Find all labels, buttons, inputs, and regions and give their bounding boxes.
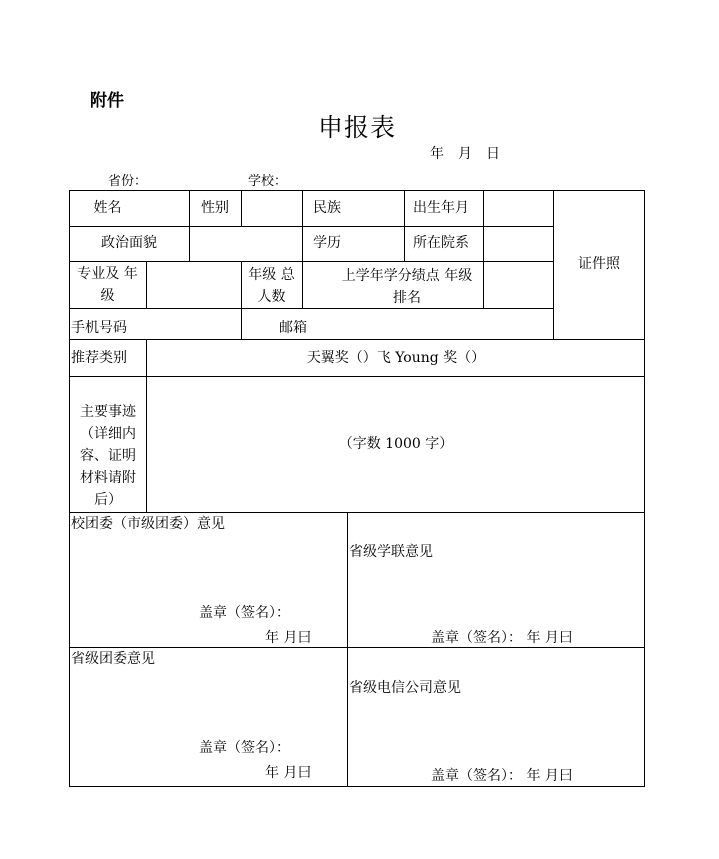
school-label: 学校： — [248, 174, 288, 189]
word-count-note: （字数 1000 字） — [338, 436, 454, 452]
category-label: 推荐类别 — [71, 350, 127, 366]
name-label: 姓名 — [93, 200, 122, 216]
ethnicity-label: 民族 — [313, 200, 341, 216]
form-title: 申报表 — [318, 113, 397, 142]
seal-signature-label: 盖章（签名）： — [199, 740, 290, 756]
seal-signature-date: 盖章（签名）： 年 月曰 — [431, 768, 573, 784]
form-date: 年 月 日 — [430, 146, 500, 162]
education-label: 学历 — [313, 235, 341, 251]
signature-date: 年 月曰 — [265, 765, 312, 781]
attachment-label: 附件 — [90, 91, 124, 111]
email-label: 邮箱 — [279, 320, 307, 336]
telecom-opinion-label: 省级电信公司意见 — [349, 680, 461, 696]
provincial-union-opinion-label: 省级学联意见 — [349, 544, 433, 560]
major-grade-label: 专业及 年级 — [77, 266, 138, 304]
application-form-table — [69, 190, 645, 787]
photo-label: 证件照 — [578, 256, 620, 272]
school-league-opinion-label: 校团委（市级团委）意见 — [71, 516, 225, 532]
department-label: 所在院系 — [413, 235, 469, 251]
birth-date-label: 出生年月 — [413, 200, 469, 216]
deeds-label: 主要事迹（详细内容、证明 材料请附 后） — [80, 404, 136, 508]
seal-signature-label: 盖章（签名）： — [199, 605, 290, 621]
provincial-league-opinion-label: 省级团委意见 — [71, 651, 155, 667]
grade-total-label: 年级 总人数 — [248, 267, 295, 305]
phone-label: 手机号码 — [71, 320, 127, 336]
gender-label: 性别 — [201, 200, 229, 216]
political-status-label: 政治面貌 — [101, 235, 157, 251]
seal-signature-date: 盖章（签名）： 年 月曰 — [431, 630, 573, 646]
gpa-rank-label: 上学年学分绩点 年级排名 — [341, 268, 473, 306]
province-label: 省份： — [108, 174, 148, 189]
signature-date: 年 月曰 — [265, 630, 312, 646]
award-options: 天翼奖（）飞 Young 奖（） — [306, 350, 486, 366]
